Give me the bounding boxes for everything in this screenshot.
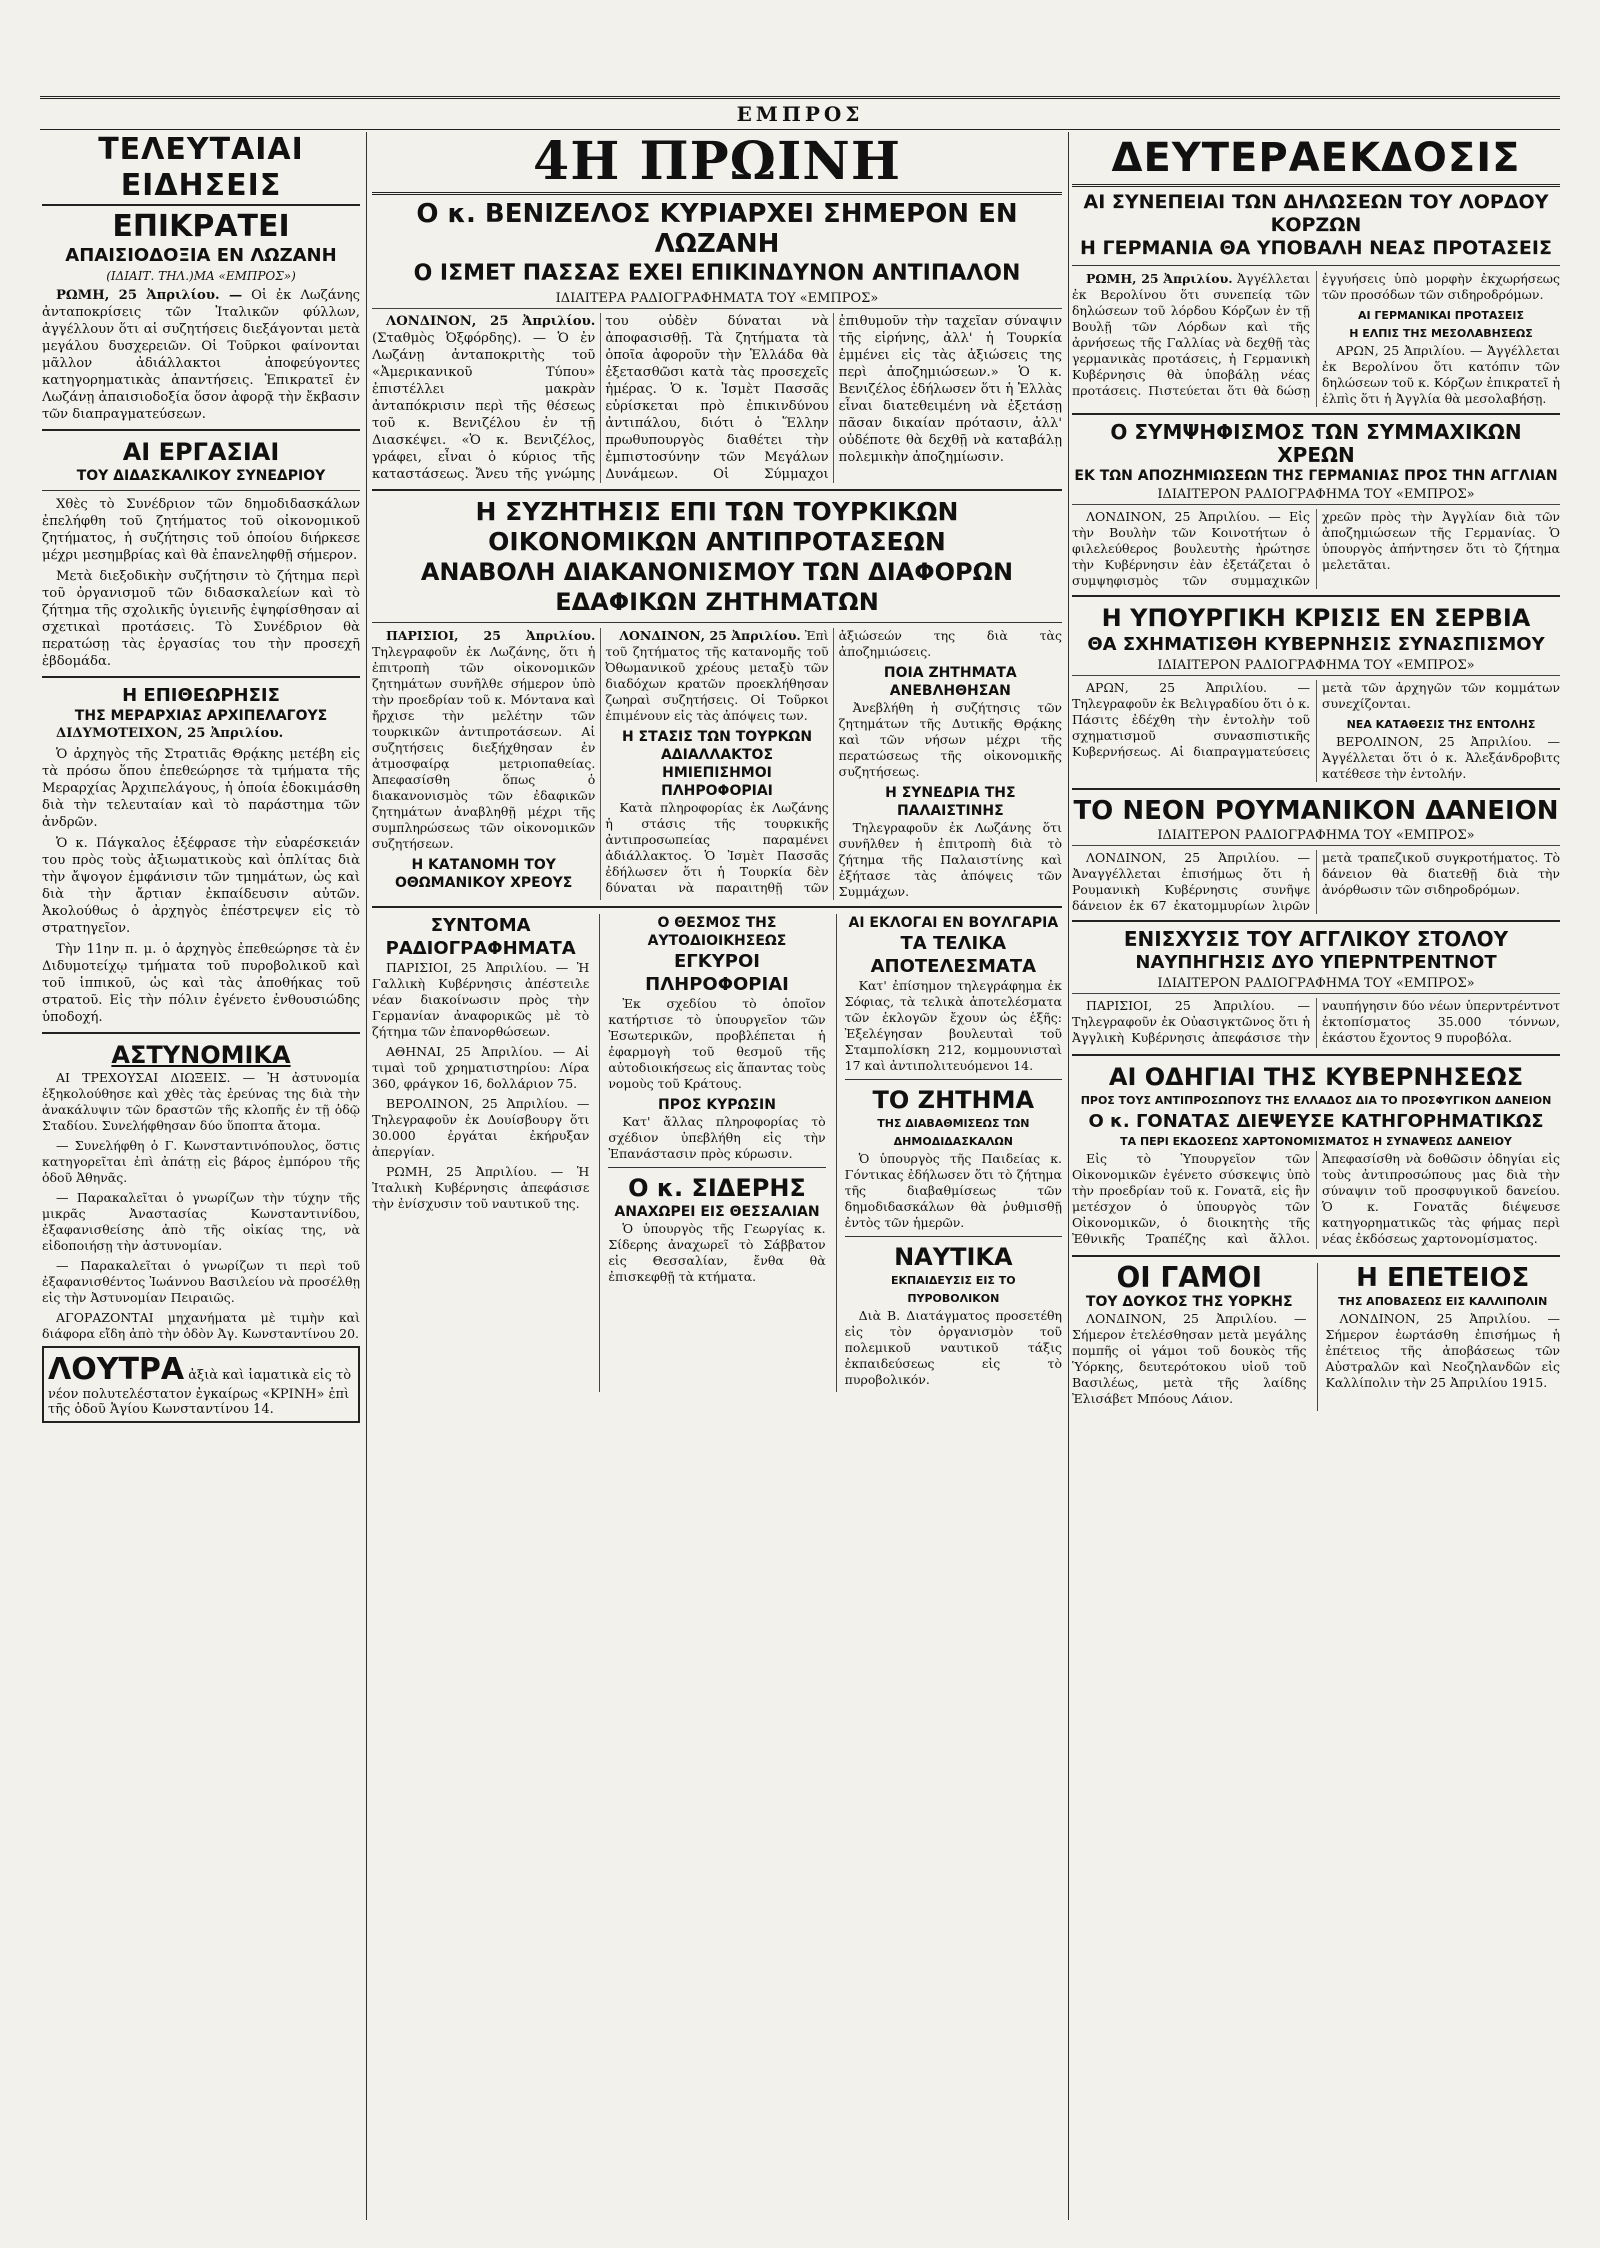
dateline: ΛΟΝΔΙΝΟΝ, 25 Ἀπριλίου. [619,628,801,643]
article-body: — Συνελήφθη ὁ Γ. Κωνσταντινόπουλος, ὅστις κατηγορεῖται ἐπὶ ἀπάτῃ εἰς βάρος ἐμπόρου τῆς ὁδοῦ Ἀθηνᾶς. [42,1138,360,1185]
article-body: Ὁ ὑπουργὸς τῆς Παιδείας κ. Γόντικας ἐδήλωσεν ὅτι τὸ ζήτημα τῆς διαβαθμίσεως τῶν δημοδιδασκάλων θὰ ῥυθμισθῇ ἐντὸς τῶν ἡμερῶν. [844,1151,1062,1230]
headline-lausanne: ΕΠΙΚΡΑΤΕΙ [112,209,290,244]
headline-ismet: Ο ΙΣΜΕΤ ΠΑΣΣΑΣ ΕΧΕΙ ΕΠΙΚΙΝΔΥΝΟΝ ΑΝΤΙΠΑΛΟΝ [413,261,1021,286]
divider [1072,265,1560,266]
divider [372,622,1062,623]
subhead-mediation: Η ΕΛΠΙΣ ΤΗΣ ΜΕΣΟΛΑΒΗΣΕΩΣ [1349,327,1533,340]
radiogram-note: ΙΔΙΑΙΤΕΡΟΝ ΡΑΔΙΟΓΡΑΦΗΜΑ ΤΟΥ «ΕΜΠΡΟΣ» [1072,828,1560,846]
headline-thessaly: ΑΝΑΧΩΡΕΙ ΕΙΣ ΘΕΣΣΑΛΙΑΝ [614,1204,820,1220]
radiogram-note: ΙΔΙΑΙΤΕΡΟΝ ΡΑΔΙΟΓΡΑΦΗΜΑ ΤΟΥ «ΕΜΠΡΟΣ» [1072,658,1560,676]
headline-curzon: ΑΙ ΣΥΝΕΠΕΙΑΙ ΤΩΝ ΔΗΛΩΣΕΩΝ ΤΟΥ ΛΟΡΔΟΥ ΚΟΡΖΩΝ [1083,191,1549,236]
headline-gallipoli: ΤΗΣ ΑΠΟΒΑΣΕΩΣ ΕΙΣ ΚΑΛΛΙΠΟΛΙΝ [1338,1295,1548,1308]
divider [845,1236,1062,1237]
headline-inspection: Η ΕΠΙΘΕΩΡΗΣΙΣ [122,685,280,706]
divider [42,490,360,491]
headline-duke-york: ΤΟΥ ΔΟΥΚΟΣ ΤΗΣ ΥΟΡΚΗΣ [1085,1294,1293,1310]
headline-instructions: ΑΙ ΟΔΗΓΙΑΙ ΤΗΣ ΚΥΒΕΡΝΗΣΕΩΣ [1108,1063,1524,1091]
article-body: ΛΟΝΔΙΝΟΝ, 25 Ἀπριλίου. — Ἀναγγέλλεται ἐπισήμως ὅτι ἡ Ρουμανικὴ Κυβέρνησις συνῆψε δάνειον ἐκ 67 ἑκατομμυρίων λιρῶν μετὰ τραπεζικοῦ συγκροτήματος. Τὸ δάνειον θὰ διατεθῇ διὰ τὴν ἀνόρθωσιν τῶν σιδηροδρόμων. [1072,850,1560,913]
subhead-palestine: Η ΣΥΝΕΔΡΙΑ ΤΗΣ ΠΑΛΑΙΣΤΙΝΗΣ [885,785,1016,819]
divider [42,676,360,678]
dateline: ΔΙΔΥΜΟΤΕΙΧΟΝ, 25 Ἀπριλίου. [56,726,284,741]
divider [845,1079,1062,1080]
article-body: ΑΡΩΝ, 25 Ἀπριλίου. — Τηλεγραφοῦν ἐκ Βελιγραδίου ὅτι ὁ κ. Πάσιτς ἐδέχθη τὴν ἐντολὴν τοῦ σχηματισμοῦ συνασπιστικῆς Κυβερνήσεως. Αἱ διαπραγματεύσεις μετὰ τῶν ἀρχηγῶν τῶν κομμάτων συνεχίζονται. [1072,680,1560,759]
column-left [42,132,367,2220]
article-body: Ἀγγέλλεται ἐκ Βερολίνου ὅτι συνεπείᾳ τῶν δηλώσεων τοῦ λόρδου Κόρζων ἐν τῇ Βουλῇ τῶν Λόρδων καὶ τῆς ἀρνήσεως τῆς Γαλλίας νὰ δεχθῇ τὰς γερμανικὰς προτάσεις, ἡ Γερμανικὴ Κυβέρνησις θὰ ὑποβάλῃ νέας προτάσεις. Πιστεύεται ὅτι θὰ δώσῃ ἐγγυήσεις ὑπὸ μορφὴν ἐκχωρήσεως τῶν προσόδων τῶν σιδηροδρόμων. [1072,271,1560,398]
article-body: ΠΑΡΙΣΙΟΙ, 25 Ἀπριλίου. — Ἡ Γαλλικὴ Κυβέρνησις ἀπέστειλε νέαν διακοίνωσιν πρὸς τὴν Γερμανίαν ἀναφορικῶς μὲ τὸ ζήτημα τῶν ἐπανορθώσεων. [372,960,590,1039]
divider [1072,920,1560,922]
subhead-postponed: ΠΟΙΑ ΖΗΤΗΜΑΤΑ ΑΝΕΒΛΗΘΗΣΑΝ [883,665,1017,699]
headline-final-results: ΤΑ ΤΕΛΙΚΑ ΑΠΟΤΕΛΕΣΜΑΤΑ [870,933,1037,977]
divider [42,429,360,431]
radiogram-note: ΙΔΙΑΙΤΕΡΟΝ ΡΑΔΙΟΓΡΑΦΗΜΑ ΤΟΥ «ΕΜΠΡΟΣ» [1072,487,1560,505]
divider [1072,788,1560,790]
headline-self-government: Ο ΘΕΣΜΟΣ ΤΗΣ ΑΥΤΟΔΙΟΙΚΗΣΕΩΣ [647,915,787,949]
dateline: ΠΑΡΙΣΙΟΙ, 25 Ἀπριλίου. [386,628,596,643]
headline-issue: ΤΟ ΖΗΤΗΜΑ [872,1086,1035,1114]
headline-congress-sub: ΤΟΥ ΔΙΔΑΣΚΑΛΙΚΟΥ ΣΥΝΕΔΡΙΟΥ [76,468,326,484]
headline-postponement: ΑΝΑΒΟΛΗ ΔΙΑΚΑΝΟΝΙΣΜΟΥ ΤΩΝ ΔΙΑΦΟΡΩΝ ΕΔΑΦΙΚΩΝ ΖΗΤΗΜΑΤΩΝ [420,558,1014,616]
article-body: Ἐπὶ τοῦ ζητήματος τῆς κατανομῆς τοῦ Ὀθωμανικοῦ χρέους μεταξὺ τῶν διαδόχων κρατῶν προεκλήθησαν ζωηραὶ συζητήσεις. Οἱ Τοῦρκοι ἐπιμένουν εἰς τὰς ἀπόψεις των. [605,628,829,723]
subhead-mandate: ΝΕΑ ΚΑΤΑΘΕΣΙΣ ΤΗΣ ΕΝΤΟΛΗΣ [1346,718,1536,731]
divider [1072,1255,1560,1257]
dateline: ΡΩΜΗ, 25 Ἀπριλίου. — [56,288,243,303]
article-body: Διὰ Β. Διατάγματος προσετέθη εἰς τὸν ὀργανισμὸν τοῦ πολεμικοῦ ναυτικοῦ τάξις ἐκπαιδεύσεως εἰς τὸ πυροβολικόν. [844,1308,1062,1387]
ad-title: ΛΟΥΤΡΑ [48,1352,185,1387]
article-body: ΑΡΩΝ, 25 Ἀπριλίου. — Ἀγγέλλεται ἐκ Βερολίνου ὅτι κατόπιν τῶν δηλώσεων τοῦ κ. Κόρζων ἐπικρατεῖ ἡ ἐλπὶς ὅτι ἡ Ἀγγλία θὰ μεσολαβήσῃ. [1322,343,1560,406]
article-body: Τὴν 11ην π. μ. ὁ ἀρχηγὸς ἐπεθεώρησε τὰ ἐν Διδυμοτείχῳ τμήματα τοῦ πυροβολικοῦ καὶ τοῦ ἱππικοῦ, ὡς καὶ τὰς ἀποθήκας τοῦ στρατοῦ. Εἰς τὴν πόλιν ἐγένετο ἐνθουσιώδης ὑποδοχή. [42,942,360,1025]
headline-venizelos: Ο κ. ΒΕΝΙΖΕΛΟΣ ΚΥΡΙΑΡΧΕΙ ΣΗΜΕΡΟΝ ΕΝ ΛΩΖΑΝΗ [416,199,1018,259]
headline-debts-sub: ΕΚ ΤΩΝ ΑΠΟΖΗΜΙΩΣΕΩΝ ΤΗΣ ΓΕΡΜΑΝΙΑΣ ΠΡΟΣ ΤΗΝ ΑΓΓΛΙΑΝ [1074,468,1558,484]
article-body: Εἰς τὸ Ὑπουργεῖον τῶν Οἰκονομικῶν ἐγένετο σύσκεψις ὑπὸ τὴν προεδρίαν τοῦ κ. Γονατᾶ, εἰς ἣν μετέσχον ὁ ὑπουργὸς τῶν Οἰκονομικῶν, ὁ διοικητὴς τῆς Ἐθνικῆς Τραπέζης καὶ ἄλλοι. Ἀπεφασίσθη νὰ δοθῶσιν ὁδηγίαι εἰς τοὺς ἀντιπροσώπους μας διὰ τὴν σύναψιν τοῦ προσφυγικοῦ δανείου. Ὁ κ. Γονατᾶς διέψευσε κατηγορηματικῶς τὰς φήμας περὶ νέας ἐκδόσεως χαρτονομίσματος. [1072,1151,1560,1246]
article-body: (Σταθμὸς Ὀξφόρδης). — Ὁ ἐν Λωζάνῃ ἀνταποκριτὴς τοῦ «Ἀμερικανικοῦ Τύπου» ἐπιστέλλει μακρὰν ἀνταπόκρισιν περὶ τῆς θέσεως τοῦ κ. Βενιζέλου ἐν τῇ Διασκέψει. «Ὁ κ. Βενιζέλος, γράφει, εἶναι ὁ κύριος τῆς καταστάσεως. Ἄνευ τῆς γνώμης του οὐδὲν δύναται νὰ ἀποφασισθῇ. Τὰ ζητήματα τὰ ὁποῖα ἀφοροῦν τὴν Ἑλλάδα θὰ ἐξετασθῶσι κατὰ τὰς προσεχεῖς ἡμέρας. Ὁ κ. Ἰσμὲτ Πασσᾶς εὑρίσκεται πρὸ ἐπικινδύνου ἀντιπάλου, διότι ὁ Ἕλλην πρωθυπουργὸς διαθέτει τὴν ἐμπιστοσύνην τῶν Μεγάλων Δυνάμεων. Οἱ Σύμμαχοι ἐπιθυμοῦν τὴν ταχεῖαν σύναψιν τῆς εἰρήνης, ἀλλ' ἡ Τουρκία ἐμμένει εἰς τὰς ἀξιώσεις της περὶ ἀποζημιώσεων.» Ὁ κ. Βενιζέλος ἐδήλωσεν ὅτι ἡ Ἑλλὰς εἶναι διατεθειμένη νὰ ἐξετάσῃ πᾶσαν δικαίαν πρότασιν, ἀλλ' οὐδέποτε θὰ δεχθῇ νὰ καταβάλῃ πολεμικὴν ἀποζημίωσιν. [372,314,1062,482]
divider [1072,1054,1560,1056]
subhead-stance: Η ΣΤΑΣΙΣ ΤΩΝ ΤΟΥΡΚΩΝ ΑΔΙΑΛΛΑΚΤΟΣ [621,729,813,763]
headline-fleet: ΕΝΙΣΧΥΣΙΣ ΤΟΥ ΑΓΓΛΙΚΟΥ ΣΤΟΛΟΥ [1123,927,1509,951]
article-body: ΛΟΝΔΙΝΟΝ, 25 Ἀπριλίου. — Εἰς τὴν Βουλὴν τῶν Κοινοτήτων ὁ φιλελεύθερος βουλευτὴς ἠρώτησε τὴν Κυβέρνησιν ἐὰν ἐξετάζεται ὁ συμψηφισμὸς τῶν συμμαχικῶν χρεῶν πρὸς τὴν Ἀγγλίαν διὰ τῶν ἀποζημιώσεων τῆς Γερμανίας. Ὁ ὑπουργὸς ἀπήντησεν ὅτι τὸ ζήτημα μελετᾶται. [1072,509,1560,588]
article-body: Τηλεγραφοῦν ἐκ Λωζάνης, ὅτι ἡ ἐπιτροπὴ τῶν οἰκονομικῶν ζητημάτων συνῆλθε σήμερον ὑπὸ τὴν προεδρίαν τοῦ κ. Μόντανα καὶ ἤρχισε τὴν μελέτην τῶν τουρκικῶν ἀντιπροτάσεων. Αἱ συζητήσεις διεξήχθησαν ἐν ἀτμοσφαίρᾳ μετριοπαθείας. Ἀπεφασίσθη ὅπως ὁ διακανονισμὸς τῶν ἐδαφικῶν ζητημάτων ἀναβληθῇ μέχρι τῆς συμπληρώσεως τῶν οἰκονομικῶν συζητήσεων. [372,644,596,851]
source-note: (ΙΔΙΑΙΤ. ΤΗΛ.)ΜΑ «ΕΜΠΡΟΣ») [106,269,296,283]
masthead: ΕΜΠΡΟΣ [40,96,1560,130]
article-body: — Παρακαλεῖται ὁ γνωρίζων τι περὶ τοῦ ἐξαφανισθέντος Ἰωάννου Βασιλείου νὰ προσέλθῃ εἰς τὴν Ἀστυνομίαν Πειραιῶς. [42,1258,360,1305]
divider [1072,413,1560,415]
headline-inspection-sub: ΤΗΣ ΜΕΡΑΡΧΙΑΣ ΑΡΧΙΠΕΛΑΓΟΥΣ [74,708,328,724]
dateline: ΛΟΝΔΙΝΟΝ, 25 Ἀπριλίου. [386,314,596,329]
column-right [1072,132,1560,2220]
headline-teachers: ΤΗΣ ΔΙΑΒΑΘΜΙΣΕΩΣ ΤΩΝ ΔΗΜΟΔΙΔΑΣΚΑΛΩΝ [877,1117,1030,1148]
headline-congress: ΑΙ ΕΡΓΑΣΙΑΙ [122,438,280,466]
article-body: ΛΟΝΔΙΝΟΝ, 25 Ἀπριλίου. — Σήμερον ἐτελέσθησαν μετὰ μεγάλης πομπῆς οἱ γάμοι τοῦ δουκὸς τῆς Ὑόρκης, δευτερότοκου υἱοῦ τοῦ Βασιλέως, μετὰ τῆς λαίδης Ἐλισάβετ Μπόους Λάιον. [1072,1311,1307,1406]
subhead-german-proposals: ΑΙ ΓΕΡΜΑΝΙΚΑΙ ΠΡΟΤΑΣΕΙΣ [1357,309,1524,322]
article-body: ΛΟΝΔΙΝΟΝ, 25 Ἀπριλίου. — Σήμερον ἑωρτάσθη ἐπισήμως ἡ ἐπέτειος τῆς ἀποβάσεως τῶν Αὐστραλῶν καὶ Νεοζηλανδῶν εἰς Καλλίπολιν τὴν 25 Ἀπριλίου 1915. [1325,1311,1560,1390]
radiogram-note: ΙΔΙΑΙΤΕΡΑ ΡΑΔΙΟΓΡΑΦΗΜΑΤΑ ΤΟΥ «ΕΜΠΡΟΣ» [372,291,1062,309]
edition-title: 4Η ΠΡΩΙΝΗ [533,132,901,192]
headline-serbia: Η ΥΠΟΥΡΓΙΚΗ ΚΡΙΣΙΣ ΕΝ ΣΕΡΒΙΑ [1101,604,1531,632]
divider [42,1032,360,1034]
article-body: Κατ' ἐπίσημον τηλεγράφημα ἐκ Σόφιας, τὰ τελικὰ ἀποτελέσματα τῶν ἐκλογῶν ἔχουν ὡς ἑξῆς: Ἐξελέγησαν βουλευταὶ τοῦ Σταμπολίσκη 212, κομμουνισταὶ 17 καὶ ἀντιπολιτευόμενοι 14. [844,978,1062,1073]
article-body: Χθὲς τὸ Συνέδριον τῶν δημοδιδασκάλων ἐπελήφθη τοῦ ζητήματος τοῦ οἰκονομικοῦ ζητήματος, ἡ συζήτησις τοῦ ὁποίου διήρκεσε μέχρι μεσημβρίας καὶ θὰ ἐπανεληφθῇ σήμερον. [42,497,360,563]
article-body: Ἀνεβλήθη ἡ συζήτησις τῶν ζητημάτων τῆς Δυτικῆς Θρᾴκης καὶ τῶν νήσων μέχρι τῆς περατώσεως τῆς οἰκονομικῆς συζητήσεως. [838,700,1062,779]
headline-police: ΑΣΤΥΝΟΜΙΚΑ [111,1041,291,1069]
article-body: ΠΑΡΙΣΙΟΙ, 25 Ἀπριλίου. — Τηλεγραφοῦν ἐκ Οὐασιγκτῶνος ὅτι ἡ Ἀγγλικὴ Κυβέρνησις ἀπεφάσισε τὴν ναυπήγησιν δύο νέων ὑπερντρέντνοτ ἐκτοπίσματος 35.000 τόννων, ἑκάστου ἔχοντος 9 πυροβόλα. [1072,998,1560,1045]
headline-sideris: Ο κ. ΣΙΔΕΡΗΣ [628,1174,806,1202]
headline-wedding: ΟΙ ΓΑΜΟΙ [1116,1263,1263,1294]
article-body: Ἐκ σχεδίου τὸ ὁποῖον κατήρτισε τὸ ὑπουργεῖον τῶν Ἐσωτερικῶν, προβλέπεται ἡ ἐφαρμογὴ τοῦ θεσμοῦ τῆς αὐτοδιοικήσεως εἰς ἅπαντας τοὺς νομοὺς τοῦ Κράτους. [608,996,826,1091]
headline-lausanne-sub: ΑΠΑΙΣΙΟΔΟΞΙΑ ΕΝ ΛΩΖΑΝΗ [65,245,337,266]
article-body: Ὁ ἀρχηγὸς τῆς Στρατιᾶς Θρᾴκης μετέβη εἰς τὰ πρόσω ὅπου ἐπεθεώρησε τὰ τμήματα τῆς Μεραρχίας Ἀρχιπελάγους, ἡ ὁποία ἐδοκιμάσθη διὰ τὴν τελευταίαν καὶ τὸ παράστημα τῶν ἀνδρῶν. [42,747,360,830]
article-body: Ὁ ὑπουργὸς τῆς Γεωργίας κ. Σίδερης ἀναχωρεῖ τὸ Σάββατον εἰς Θεσσαλίαν, ἔνθα θὰ ἐπισκεφθῇ τὰ κτήματα. [608,1221,826,1284]
headline-banknotes: ΤΑ ΠΕΡΙ ΕΚΔΟΣΕΩΣ ΧΑΡΤΟΝΟΜΙΣΜΑΤΟΣ Η ΣΥΝΑΨΕΩΣ ΔΑΝΕΙΟΥ [1120,1135,1512,1148]
article-body: Ὁ κ. Πάγκαλος ἐξέφρασε τὴν εὐαρέσκειάν του πρὸς τοὺς ἀξιωματικοὺς καὶ ὁπλίτας διὰ τὴν ἄψογον ἐμφάνισιν τῶν τμημάτων, ὡς καὶ διὰ τὴν ἄρτιαν ἐκπαίδευσιν αὐτῶν. Ἀκολούθως ὁ ἀρχηγὸς ἐπέστρεψεν εἰς τὸ στρατηγεῖον. [42,836,360,936]
left-banner [42,132,360,206]
article-body: Οἱ ἐκ Λωζάνης ἀνταποκρίσεις τῶν Ἰταλικῶν φύλλων, ἀγγέλλουν ὅτι αἱ συζητήσεις διεξάγονται μετὰ μεγάλου δυσχερειῶν. Οἱ Τοῦρκοι φαίνονται μᾶλλον ἀδιάλλακτοι ἀποφεύγοντες κατηγορηματικὰς ἀπαντήσεις. Ἐπικρατεῖ ἐν Λωζάνῃ ἀπαισιοδοξία ὅσον ἀφορᾷ τὴν ἔκβασιν τῶν διαπραγματεύσεων. [42,288,360,422]
right-banner [1072,132,1560,187]
article-body: ΑΙ ΤΡΕΧΟΥΣΑΙ ΔΙΩΞΕΙΣ. — Ἡ ἀστυνομία ἐξηκολούθησε καὶ χθὲς τὰς ἐρεύνας της διὰ τὴν ἀνακάλυψιν τῶν δραστῶν τῆς κλοπῆς ἐν τῇ ὁδῷ Σταδίου. Συνελήφθησαν δύο ὕποπτα ἄτομα. [42,1070,360,1133]
divider [608,1167,825,1168]
article-body: Τηλεγραφοῦν ἐκ Λωζάνης ὅτι συνῆλθεν ἡ ἐπιτροπὴ διὰ τὸ ζήτημα τῆς Παλαιστίνης καὶ ἐξήτασε τὰς ἀπόψεις τῶν Συμμάχων. [838,820,1062,899]
headline-ratification: ΠΡΟΣ ΚΥΡΩΣΙΝ [658,1097,776,1113]
headline-short-radiograms: ΣΥΝΤΟΜΑ ΡΑΔΙΟΓΡΑΦΗΜΑΤΑ [385,915,576,959]
headline-gonatas: Ο κ. ΓΟΝΑΤΑΣ ΔΙΕΨΕΥΣΕ ΚΑΤΗΓΟΡΗΜΑΤΙΚΩΣ [1088,1111,1544,1132]
radiogram-note: ΙΔΙΑΙΤΕΡΟΝ ΡΑΔΙΟΓΡΑΦΗΜΑ ΤΟΥ «ΕΜΠΡΟΣ» [1072,976,1560,994]
middle-banner [372,132,1062,195]
headline-naval: ΝΑΥΤΙΚΑ [894,1243,1013,1271]
headline-coalition: ΘΑ ΣΧΗΜΑΤΙΣΘΗ ΚΥΒΕΡΝΗΣΙΣ ΣΥΝΑΣΠΙΣΜΟΥ [1087,634,1545,655]
article-body: ΒΕΡΟΛΙΝΟΝ, 25 Ἀπριλίου. — Τηλεγραφοῦν ἐκ Δουίσβουργ ὅτι 30.000 ἐργάται ἐκήρυξαν ἀπεργίαν. [372,1096,590,1159]
dateline: ΡΩΜΗ, 25 Ἀπριλίου. [1086,271,1233,286]
column-middle [372,132,1069,2220]
second-edition-title: ΔΕΥΤΕΡΑΕΚΔΟΣΙΣ [1111,135,1521,181]
article-body: — Παρακαλεῖται ὁ γνωρίζων τὴν τύχην τῆς μικρᾶς Ἀναστασίας Κωνσταντινίδου, ἐξαφανισθείσης ἀπὸ τῆς οἰκίας της, νὰ εἰδοποιήσῃ τὴν ἀστυνομίαν. [42,1190,360,1253]
headline-germany: Η ΓΕΡΜΑΝΙΑ ΘΑ ΥΠΟΒΑΛΗ ΝΕΑΣ ΠΡΟΤΑΣΕΙΣ [1080,237,1552,259]
article-body: ΒΕΡΟΛΙΝΟΝ, 25 Ἀπριλίου. — Ἀγγέλλεται ὅτι ὁ κ. Ἀλεξάνδροβιτς κατέθεσε τὴν ἐντολήν. [1322,734,1560,781]
headline-reliable-info: ΕΓΚΥΡΟΙ ΠΛΗΡΟΦΟΡΙΑΙ [645,951,789,995]
advertisement [42,1346,360,1423]
article-body: Κατὰ πληροφορίας ἐκ Λωζάνης ἡ στάσις τῆς τουρκικῆς ἀντιπροσωπείας παραμένει ἀδιάλλακτος. Ὁ Ἰσμὲτ Πασσᾶς ἐδήλωσεν ὅτι ἡ Τουρκία δὲν δύναται νὰ παραιτηθῇ τῶν ἀξιώσεών της διὰ τὰς ἀποζημιώσεις. [605,628,1062,895]
headline-bulgaria: ΑΙ ΕΚΛΟΓΑΙ ΕΝ ΒΟΥΛΓΑΡΙΑ [848,915,1059,931]
article-body: ΑΘΗΝΑΙ, 25 Ἀπριλίου. — Αἱ τιμαὶ τοῦ χρηματιστηρίου: Λίρα 360, φράγκον 16, δολλάριον 75. [372,1044,590,1091]
latest-news-title: ΤΕΛΕΥΤΑΙΑΙ ΕΙΔΗΣΕΙΣ [98,132,304,203]
headline-refugee-loan: ΠΡΟΣ ΤΟΥΣ ΑΝΤΙΠΡΟΣΩΠΟΥΣ ΤΗΣ ΕΛΛΑΔΟΣ ΔΙΑ ΤΟ ΠΡΟΣΦΥΓΙΚΟΝ ΔΑΝΕΙΟΝ [1080,1094,1552,1107]
subhead-debt: Η ΚΑΤΑΝΟΜΗ ΤΟΥ ΟΘΩΜΑΝΙΚΟΥ ΧΡΕΟΥΣ [394,857,573,891]
headline-debts: Ο ΣΥΜΨΗΦΙΣΜΟΣ ΤΩΝ ΣΥΜΜΑΧΙΚΩΝ ΧΡΕΩΝ [1110,420,1522,467]
divider [1072,595,1560,597]
headline-artillery: ΕΚΠΑΙΔΕΥΣΙΣ ΕΙΣ ΤΟ ΠΥΡΟΒΟΛΙΚΟΝ [891,1274,1016,1305]
headline-turkish-counterproposals: Η ΣΥΖΗΤΗΣΙΣ ΕΠΙ ΤΩΝ ΤΟΥΡΚΙΚΩΝ ΟΙΚΟΝΟΜΙΚΩΝ ΑΝΤΙΠΡΟΤΑΣΕΩΝ [475,497,959,556]
article-text [42,287,360,423]
divider [372,489,1062,491]
ad-text: ἀξιὰ καὶ ἰαματικὰ εἰς τὸ νέον πολυτελέστατον ἐγκαίρως «ΚΡΙΝΗ» ἐπὶ τῆς ὁδοῦ Ἁγίου Κωνσταντίνου 14. [48,1368,352,1417]
article-body: ΡΩΜΗ, 25 Ἀπριλίου. — Ἡ Ἰταλικὴ Κυβέρνησις ἀπεφάσισε τὴν ἐνίσχυσιν τοῦ ναυτικοῦ της. [372,1164,590,1211]
article-body: Μετὰ διεξοδικὴν συζήτησιν τὸ ζήτημα περὶ τοῦ ὀργανισμοῦ τῶν διδασκαλείων καὶ τὸ ζήτημα τῆς σχολικῆς ὑγιεινῆς ἐψηφίσθησαν αἱ σχετικαὶ προτάσεις. Τὸ Συνέδριον θὰ περατώσῃ τὰς ἐργασίας του τὴν προσεχῆ ἑβδομάδα. [42,569,360,669]
article-body: ΑΓΟΡΑΖΟΝΤΑΙ μηχανήματα μὲ τιμὴν καὶ διάφορα εἴδη ἀπὸ τὴν ὁδὸν Ἀγ. Κωνσταντίνου 20. [42,1310,360,1341]
subhead-semiofficial: ΗΜΙΕΠΙΣΗΜΟΙ ΠΛΗΡΟΦΟΡΙΑΙ [661,765,773,799]
headline-anniversary: Η ΕΠΕΤΕΙΟΣ [1356,1263,1530,1293]
headline-dreadnoughts: ΝΑΥΠΗΓΗΣΙΣ ΔΥΟ ΥΠΕΡΝΤΡΕΝΤΝΟΤ [1135,952,1497,973]
headline-romanian-loan: ΤΟ ΝΕΟΝ ΡΟΥΜΑΝΙΚΟΝ ΔΑΝΕΙΟΝ [1073,796,1559,826]
article-body: Κατ' ἄλλας πληροφορίας τὸ σχέδιον ὑπεβλήθη εἰς τὴν Ἐπανάστασιν πρὸς κύρωσιν. [608,1114,826,1161]
divider [372,906,1062,908]
